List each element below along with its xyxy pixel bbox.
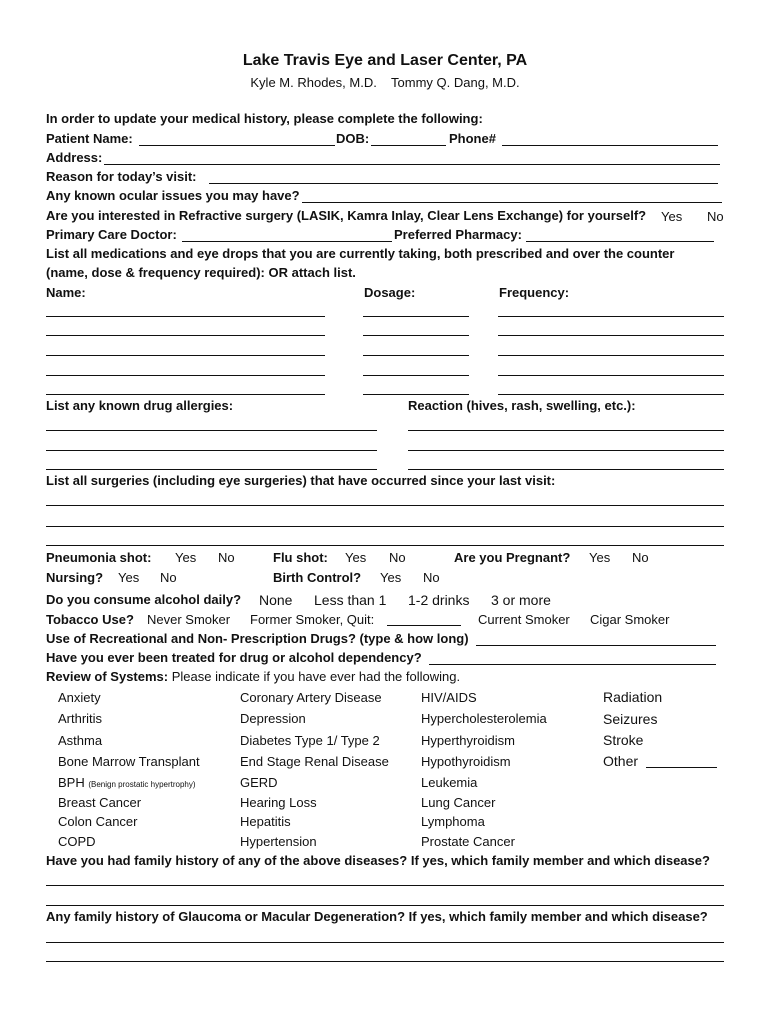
surgery-line[interactable] bbox=[46, 545, 724, 546]
reason-label: Reason for today’s visit: bbox=[46, 169, 197, 184]
ocular-label: Any known ocular issues you may have? bbox=[46, 188, 300, 203]
intro-text: In order to update your medical history, please complete the following: bbox=[46, 111, 483, 126]
alcohol-option-1-2[interactable]: 1-2 drinks bbox=[408, 592, 470, 608]
family-history-question: Have you had family history of any of the above diseases? If yes, which family member and which disease? bbox=[46, 853, 710, 868]
pcp-label: Primary Care Doctor: bbox=[46, 227, 177, 242]
nursing-no-option[interactable]: No bbox=[160, 570, 177, 585]
condition-option[interactable]: Breast Cancer bbox=[58, 795, 142, 810]
condition-option[interactable]: Prostate Cancer bbox=[421, 834, 515, 849]
medication-frequency-header: Frequency: bbox=[499, 285, 570, 300]
other-condition-field[interactable] bbox=[646, 767, 717, 768]
medications-instruction: List all medications and eye drops that you are currently taking, both prescribed and over the counter bbox=[46, 246, 675, 261]
phone-field[interactable] bbox=[502, 145, 718, 146]
condition-option[interactable]: HIV/AIDS bbox=[421, 690, 477, 705]
never-smoker-option[interactable]: Never Smoker bbox=[147, 612, 231, 627]
surgery-line[interactable] bbox=[46, 505, 724, 506]
medication-name-line[interactable] bbox=[46, 394, 325, 395]
refractive-yes-option[interactable]: Yes bbox=[661, 209, 683, 224]
review-of-systems bbox=[46, 669, 460, 685]
former-smoker-option[interactable]: Former Smoker, Quit: bbox=[250, 612, 375, 627]
pregnant-label: Are you Pregnant? bbox=[454, 550, 571, 565]
patient-name-field[interactable] bbox=[139, 145, 335, 146]
pcp-field[interactable] bbox=[182, 241, 392, 242]
surgery-line[interactable] bbox=[46, 526, 724, 527]
review-instruction: Please indicate if you have ever had the following. bbox=[171, 669, 461, 684]
medication-dosage-line[interactable] bbox=[363, 375, 469, 376]
tobacco-label: Tobacco Use? bbox=[46, 612, 134, 627]
phone-label: Phone# bbox=[449, 131, 496, 146]
ocular-field[interactable] bbox=[302, 202, 722, 203]
pregnant-no-option[interactable]: No bbox=[632, 550, 649, 565]
condition-option[interactable]: Hearing Loss bbox=[240, 795, 317, 810]
condition-option-other[interactable]: Other bbox=[603, 753, 639, 769]
clinic-title: Lake Travis Eye and Laser Center, PA bbox=[242, 52, 528, 69]
allergy-line[interactable] bbox=[46, 430, 377, 431]
flu-no-option[interactable]: No bbox=[389, 550, 406, 565]
recreational-drugs-label: Use of Recreational and Non- Prescription Drugs? (type & how long) bbox=[46, 631, 469, 646]
dependency-field[interactable] bbox=[429, 664, 716, 665]
family-history-line[interactable] bbox=[46, 905, 724, 906]
medication-dosage-line[interactable] bbox=[363, 355, 469, 356]
family-history-line[interactable] bbox=[46, 885, 724, 886]
cigar-smoker-option[interactable]: Cigar Smoker bbox=[590, 612, 670, 627]
condition-option[interactable]: Hypothyroidism bbox=[421, 754, 511, 769]
condition-option[interactable]: Depression bbox=[240, 711, 306, 726]
medication-dosage-line[interactable] bbox=[363, 316, 469, 317]
medication-dosage-line[interactable] bbox=[363, 394, 469, 395]
condition-option[interactable]: Colon Cancer bbox=[58, 814, 138, 829]
pregnant-yes-option[interactable]: Yes bbox=[589, 550, 611, 565]
medication-frequency-line[interactable] bbox=[498, 394, 724, 395]
medication-frequency-line[interactable] bbox=[498, 355, 724, 356]
condition-option[interactable]: Leukemia bbox=[421, 775, 478, 790]
alcohol-option-3-or-more[interactable]: 3 or more bbox=[491, 592, 551, 608]
nursing-label: Nursing? bbox=[46, 570, 104, 585]
condition-option[interactable]: Diabetes Type 1/ Type 2 bbox=[240, 733, 380, 748]
medication-frequency-line[interactable] bbox=[498, 335, 724, 336]
address-field[interactable] bbox=[104, 164, 720, 165]
condition-option[interactable]: Radiation bbox=[603, 689, 663, 705]
glaucoma-question: Any family history of Glaucoma or Macular Degeneration? If yes, which family member and which disease? bbox=[46, 909, 708, 924]
condition-option-bph[interactable] bbox=[58, 775, 196, 793]
condition-option[interactable]: Lymphoma bbox=[421, 814, 485, 829]
condition-option[interactable]: Stroke bbox=[603, 732, 644, 748]
reaction-label: Reaction (hives, rash, swelling, etc.): bbox=[408, 398, 636, 413]
dob-label: DOB: bbox=[336, 131, 370, 146]
glaucoma-line[interactable] bbox=[46, 961, 724, 962]
medication-name-line[interactable] bbox=[46, 355, 325, 356]
medication-name-line[interactable] bbox=[46, 375, 325, 376]
allergy-line[interactable] bbox=[46, 450, 377, 451]
allergies-label: List any known drug allergies: bbox=[46, 398, 234, 413]
condition-option[interactable]: Coronary Artery Disease bbox=[240, 690, 382, 705]
condition-option[interactable]: Lung Cancer bbox=[421, 795, 496, 810]
reaction-line[interactable] bbox=[408, 430, 724, 431]
alcohol-option-none[interactable]: None bbox=[259, 592, 293, 608]
pharmacy-label: Preferred Pharmacy: bbox=[394, 227, 522, 242]
allergy-line[interactable] bbox=[46, 469, 377, 470]
recreational-drugs-field[interactable] bbox=[476, 645, 716, 646]
refractive-no-option[interactable]: No bbox=[707, 209, 724, 224]
birth-control-yes-option[interactable]: Yes bbox=[380, 570, 402, 585]
alcohol-label: Do you consume alcohol daily? bbox=[46, 592, 242, 607]
reaction-line[interactable] bbox=[408, 469, 724, 470]
pneumonia-yes-option[interactable]: Yes bbox=[175, 550, 197, 565]
medication-name-header: Name: bbox=[46, 285, 86, 300]
medication-frequency-line[interactable] bbox=[498, 375, 724, 376]
doctor-names: Kyle M. Rhodes, M.D. Tommy Q. Dang, M.D. bbox=[250, 75, 520, 90]
condition-option[interactable]: Hyperthyroidism bbox=[421, 733, 515, 748]
dependency-label: Have you ever been treated for drug or alcohol dependency? bbox=[46, 650, 422, 665]
condition-option[interactable]: End Stage Renal Disease bbox=[240, 754, 389, 769]
birth-control-label: Birth Control? bbox=[273, 570, 362, 585]
medication-name-line[interactable] bbox=[46, 316, 325, 317]
condition-option[interactable]: Anxiety bbox=[58, 690, 101, 705]
condition-option[interactable]: Hepatitis bbox=[240, 814, 291, 829]
medication-frequency-line[interactable] bbox=[498, 316, 724, 317]
patient-name-label: Patient Name: bbox=[46, 131, 133, 146]
glaucoma-line[interactable] bbox=[46, 942, 724, 943]
medication-name-line[interactable] bbox=[46, 335, 325, 336]
condition-option[interactable]: Seizures bbox=[603, 711, 658, 727]
medications-instruction-2: (name, dose & frequency required): OR attach list. bbox=[46, 265, 356, 280]
condition-option[interactable]: GERD bbox=[240, 775, 278, 790]
current-smoker-option[interactable]: Current Smoker bbox=[478, 612, 570, 627]
birth-control-no-option[interactable]: No bbox=[423, 570, 440, 585]
flu-yes-option[interactable]: Yes bbox=[345, 550, 367, 565]
condition-option[interactable]: Hypercholesterolemia bbox=[421, 711, 547, 726]
quit-date-field[interactable] bbox=[387, 625, 461, 626]
condition-option[interactable]: Arthritis bbox=[58, 711, 103, 726]
condition-option[interactable]: COPD bbox=[58, 834, 96, 849]
address-label: Address: bbox=[46, 150, 103, 165]
condition-label: BPH bbox=[58, 775, 85, 790]
medication-dosage-line[interactable] bbox=[363, 335, 469, 336]
surgeries-label: List all surgeries (including eye surgeries) that have occurred since your last visit: bbox=[46, 473, 556, 488]
pneumonia-no-option[interactable]: No bbox=[218, 550, 235, 565]
refractive-question: Are you interested in Refractive surgery (LASIK, Kamra Inlay, Clear Lens Exchange) for yourself? bbox=[46, 208, 647, 223]
bph-note: (Benign prostatic hypertrophy) bbox=[88, 780, 196, 789]
flu-label: Flu shot: bbox=[273, 550, 328, 565]
nursing-yes-option[interactable]: Yes bbox=[118, 570, 140, 585]
pharmacy-field[interactable] bbox=[526, 241, 714, 242]
dob-field[interactable] bbox=[371, 145, 446, 146]
reaction-line[interactable] bbox=[408, 450, 724, 451]
reason-field[interactable] bbox=[209, 183, 718, 184]
review-label: Review of Systems: bbox=[46, 669, 169, 684]
condition-option[interactable]: Bone Marrow Transplant bbox=[58, 754, 200, 769]
alcohol-option-less-than-1[interactable]: Less than 1 bbox=[314, 592, 387, 608]
condition-option[interactable]: Asthma bbox=[58, 733, 103, 748]
condition-option[interactable]: Hypertension bbox=[240, 834, 317, 849]
medication-dosage-header: Dosage: bbox=[364, 285, 416, 300]
pneumonia-label: Pneumonia shot: bbox=[46, 550, 152, 565]
